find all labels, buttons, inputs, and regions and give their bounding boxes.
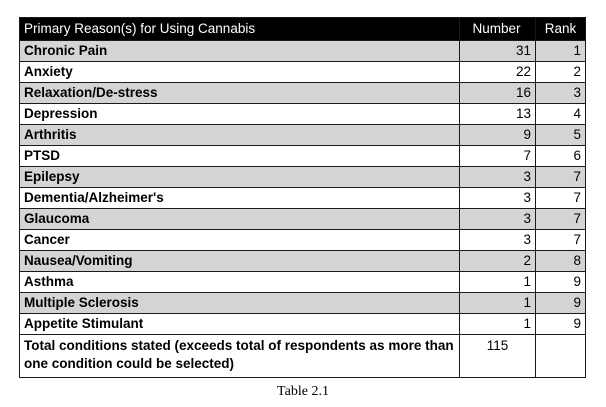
header-rank: Rank <box>536 18 586 41</box>
table-header-row <box>20 18 586 41</box>
rank-cell: 7 <box>536 188 586 209</box>
table-row <box>20 83 586 104</box>
table-row <box>20 209 586 230</box>
total-rank <box>536 335 586 378</box>
number-cell: 3 <box>460 167 536 188</box>
rank-cell: 5 <box>536 125 586 146</box>
total-label: Total conditions stated (exceeds total of respondents as more than one condition could be selected) <box>20 335 460 378</box>
reason-cell: Glaucoma <box>20 209 460 230</box>
reason-cell: Asthma <box>20 272 460 293</box>
number-cell: 31 <box>460 41 536 62</box>
table-row <box>20 125 586 146</box>
reason-cell: Nausea/Vomiting <box>20 251 460 272</box>
number-cell: 7 <box>460 146 536 167</box>
cannabis-reasons-table <box>19 17 586 378</box>
table-caption: Table 2.1 <box>277 384 329 399</box>
reason-cell: Cancer <box>20 230 460 251</box>
number-cell: 2 <box>460 251 536 272</box>
number-cell: 16 <box>460 83 536 104</box>
total-number: 115 <box>460 335 536 378</box>
reason-cell: Dementia/Alzheimer's <box>20 188 460 209</box>
table-row <box>20 146 586 167</box>
header-number: Number <box>460 18 536 41</box>
table-row <box>20 104 586 125</box>
rank-cell: 3 <box>536 83 586 104</box>
table-row <box>20 230 586 251</box>
reason-cell: Arthritis <box>20 125 460 146</box>
reason-cell: Depression <box>20 104 460 125</box>
reason-cell: PTSD <box>20 146 460 167</box>
reason-cell: Epilepsy <box>20 167 460 188</box>
number-cell: 9 <box>460 125 536 146</box>
number-cell: 1 <box>460 293 536 314</box>
rank-cell: 2 <box>536 62 586 83</box>
table-row <box>20 251 586 272</box>
reason-cell: Appetite Stimulant <box>20 314 460 335</box>
number-cell: 3 <box>460 188 536 209</box>
number-cell: 1 <box>460 314 536 335</box>
table-row <box>20 314 586 335</box>
rank-cell: 9 <box>536 314 586 335</box>
rank-cell: 7 <box>536 230 586 251</box>
reason-cell: Anxiety <box>20 62 460 83</box>
table-row <box>20 41 586 62</box>
rank-cell: 9 <box>536 272 586 293</box>
table-row <box>20 167 586 188</box>
rank-cell: 8 <box>536 251 586 272</box>
number-cell: 1 <box>460 272 536 293</box>
number-cell: 3 <box>460 209 536 230</box>
number-cell: 3 <box>460 230 536 251</box>
rank-cell: 7 <box>536 167 586 188</box>
reason-cell: Relaxation/De-stress <box>20 83 460 104</box>
rank-cell: 4 <box>536 104 586 125</box>
table-row <box>20 62 586 83</box>
header-reason: Primary Reason(s) for Using Cannabis <box>20 18 460 41</box>
number-cell: 22 <box>460 62 536 83</box>
table-row <box>20 272 586 293</box>
table-row <box>20 188 586 209</box>
rank-cell: 1 <box>536 41 586 62</box>
rank-cell: 6 <box>536 146 586 167</box>
rank-cell: 7 <box>536 209 586 230</box>
rank-cell: 9 <box>536 293 586 314</box>
reason-cell: Multiple Sclerosis <box>20 293 460 314</box>
reason-cell: Chronic Pain <box>20 41 460 62</box>
number-cell: 13 <box>460 104 536 125</box>
table-row <box>20 293 586 314</box>
total-row <box>20 335 586 378</box>
